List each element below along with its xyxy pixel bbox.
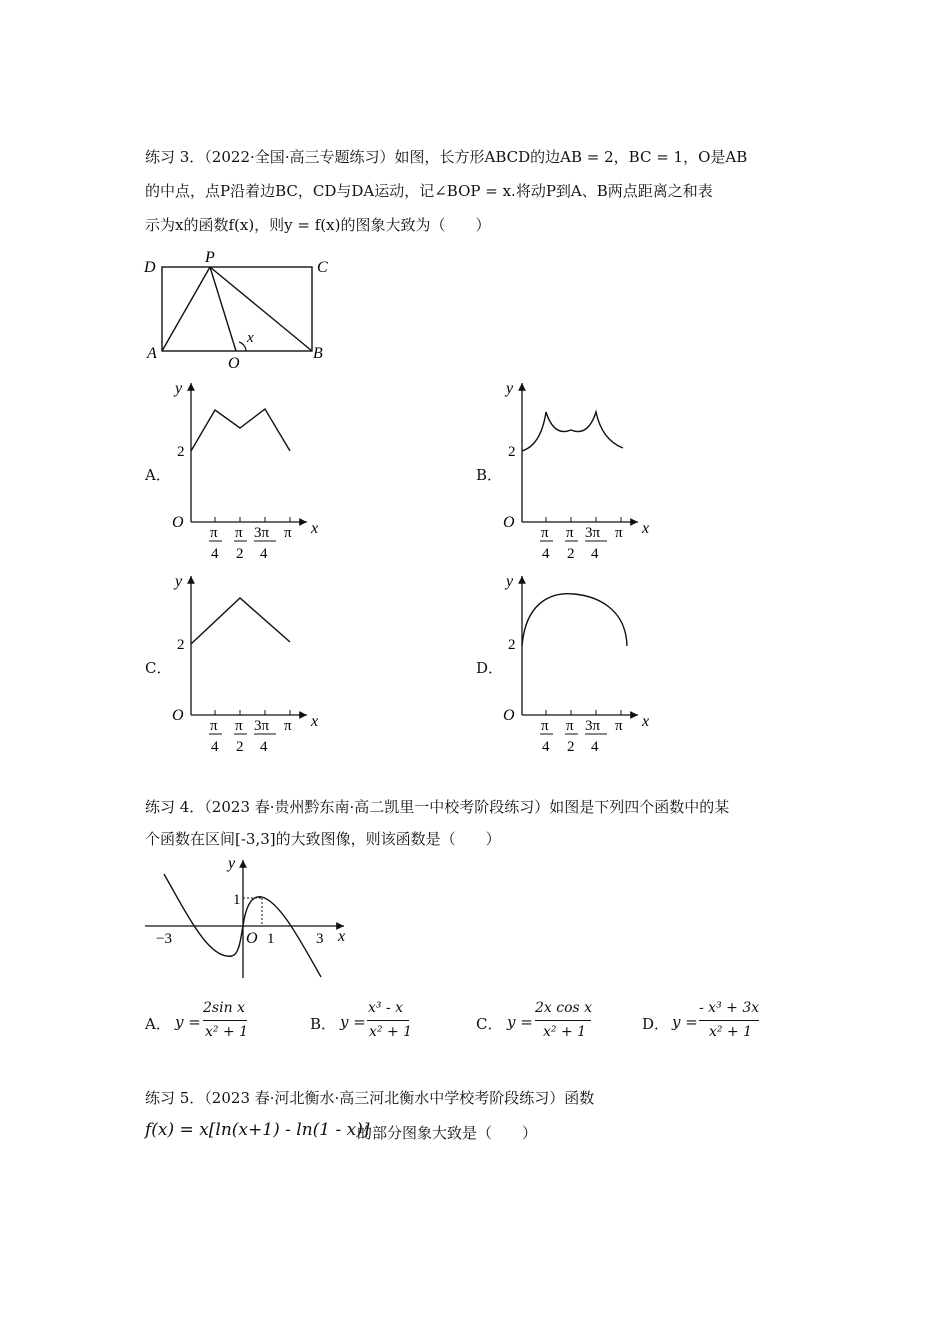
- q4-option-a-fraction-bar: [203, 1020, 247, 1021]
- q5-line-1: 练习 5．（2023 春·河北衡水·高三河北衡水中学校考阶段练习）函数: [145, 1089, 595, 1107]
- q4-x-tick-1: 1: [267, 931, 275, 947]
- q3-line-2: 的中点，点P沿着边BC，CD与DA运动，记∠BOP = x.将动P到A、B两点距离之和表: [145, 182, 713, 200]
- vertex-p: P: [205, 249, 215, 266]
- tick-two-den: 2: [567, 546, 575, 562]
- tick-four-den: 4: [211, 739, 219, 755]
- tick-pi-num: π: [541, 525, 549, 541]
- tick-two-den: 2: [236, 739, 244, 755]
- tick-pi: π: [284, 718, 292, 734]
- q4-x-tick-3: 3: [316, 931, 324, 947]
- q4-y-axis-label: y: [228, 855, 236, 872]
- tick-pi-num: π: [210, 525, 218, 541]
- q3-graph-b: [496, 375, 666, 565]
- q4-option-c-label: C．: [476, 1015, 503, 1033]
- tick-pi-num: π: [541, 718, 549, 734]
- tick-pi: π: [615, 718, 623, 734]
- q4-option-b-denominator: x² + 1: [369, 1024, 413, 1040]
- vertex-b: B: [313, 345, 323, 362]
- y-axis-label: y: [175, 573, 183, 590]
- q3-option-b-label: B．: [476, 466, 503, 484]
- vertex-a: A: [147, 345, 157, 362]
- tick-four-den: 4: [260, 546, 268, 562]
- q4-option-a-label: A．: [145, 1015, 171, 1033]
- vertex-d: D: [144, 259, 156, 276]
- tick-pi-num: π: [235, 525, 243, 541]
- y-axis-label: y: [175, 380, 183, 397]
- tick-pi-num: π: [566, 525, 574, 541]
- tick-pi: π: [284, 525, 292, 541]
- q3-graph-c: [165, 568, 335, 758]
- origin-label: O: [503, 707, 515, 724]
- q4-option-d-denominator: x² + 1: [709, 1024, 753, 1040]
- y-tick-2: 2: [177, 444, 185, 460]
- x-axis-label: x: [642, 713, 650, 730]
- q4-x-tick-neg3: −3: [156, 931, 172, 947]
- q4-option-b-fraction-bar: [367, 1020, 409, 1021]
- q4-option-b-numerator: x³ - x: [368, 1000, 404, 1016]
- q4-origin: O: [246, 930, 258, 947]
- q4-option-d-lhs: y =: [672, 1013, 698, 1031]
- q3-line-3: 示为x的函数f(x)，则y = f(x)的图象大致为（ ）: [145, 216, 491, 234]
- q4-line-1: 练习 4．（2023 春·贵州黔东南·高二凯里一中校考阶段练习）如图是下列四个函数中的某: [145, 798, 730, 816]
- q4-option-b-label: B．: [310, 1015, 337, 1033]
- tick-3pi-num: 3π: [254, 525, 270, 541]
- x-axis-label: x: [311, 713, 319, 730]
- q4-option-d-fraction-bar: [699, 1020, 759, 1021]
- vertex-c: C: [317, 259, 328, 276]
- origin-label: O: [172, 707, 184, 724]
- vertex-o: O: [228, 355, 240, 372]
- q4-option-d-numerator: - x³ + 3x: [699, 1000, 760, 1016]
- y-tick-2: 2: [508, 637, 516, 653]
- q5-formula: f(x) = x[ln(x+1) - ln(1 - x)]: [145, 1120, 370, 1140]
- q5-line-2-tail: 的部分图象大致是（ ）: [357, 1124, 538, 1142]
- y-tick-2: 2: [508, 444, 516, 460]
- origin-label: O: [503, 514, 515, 531]
- angle-x: x: [247, 330, 254, 346]
- tick-four-den: 4: [591, 739, 599, 755]
- q3-graph-d: [496, 568, 666, 758]
- q3-option-c-label: C．: [145, 659, 172, 677]
- tick-four-den: 4: [542, 739, 550, 755]
- tick-3pi-num: 3π: [254, 718, 270, 734]
- q3-option-d-label: D．: [476, 659, 504, 677]
- q4-option-c-lhs: y =: [507, 1013, 533, 1031]
- x-axis-label: x: [311, 520, 319, 537]
- x-axis-label: x: [642, 520, 650, 537]
- q4-line-2: 个函数在区间[-3,3]的大致图像，则该函数是（ ）: [145, 830, 501, 848]
- rectangle-figure: [140, 248, 340, 373]
- origin-label: O: [172, 514, 184, 531]
- y-axis-label: y: [506, 573, 514, 590]
- q3-option-a-label: A．: [145, 466, 171, 484]
- y-tick-2: 2: [177, 637, 185, 653]
- tick-pi-num: π: [566, 718, 574, 734]
- q4-graph: [140, 850, 360, 985]
- q4-option-a-numerator: 2sin x: [203, 1000, 245, 1016]
- q3-line-1: 练习 3．（2022·全国·高三专题练习）如图，长方形ABCD的边AB = 2，BC = 1，O是AB: [145, 148, 748, 166]
- tick-pi-num: π: [235, 718, 243, 734]
- q4-option-d-label: D．: [642, 1015, 670, 1033]
- tick-four-den: 4: [591, 546, 599, 562]
- q4-x-axis-label: x: [338, 928, 346, 945]
- tick-two-den: 2: [567, 739, 575, 755]
- tick-pi-num: π: [210, 718, 218, 734]
- tick-pi: π: [615, 525, 623, 541]
- q4-option-a-lhs: y =: [175, 1013, 201, 1031]
- tick-four-den: 4: [542, 546, 550, 562]
- tick-3pi-num: 3π: [585, 718, 601, 734]
- q4-option-b-lhs: y =: [340, 1013, 366, 1031]
- tick-four-den: 4: [211, 546, 219, 562]
- q4-option-c-denominator: x² + 1: [543, 1024, 587, 1040]
- q3-graph-a: [165, 375, 335, 565]
- tick-3pi-num: 3π: [585, 525, 601, 541]
- q4-option-c-numerator: 2x cos x: [535, 1000, 593, 1016]
- q4-option-c-fraction-bar: [535, 1020, 591, 1021]
- tick-two-den: 2: [236, 546, 244, 562]
- q4-y-tick-1: 1: [233, 892, 241, 908]
- y-axis-label: y: [506, 380, 514, 397]
- q4-option-a-denominator: x² + 1: [205, 1024, 249, 1040]
- tick-four-den: 4: [260, 739, 268, 755]
